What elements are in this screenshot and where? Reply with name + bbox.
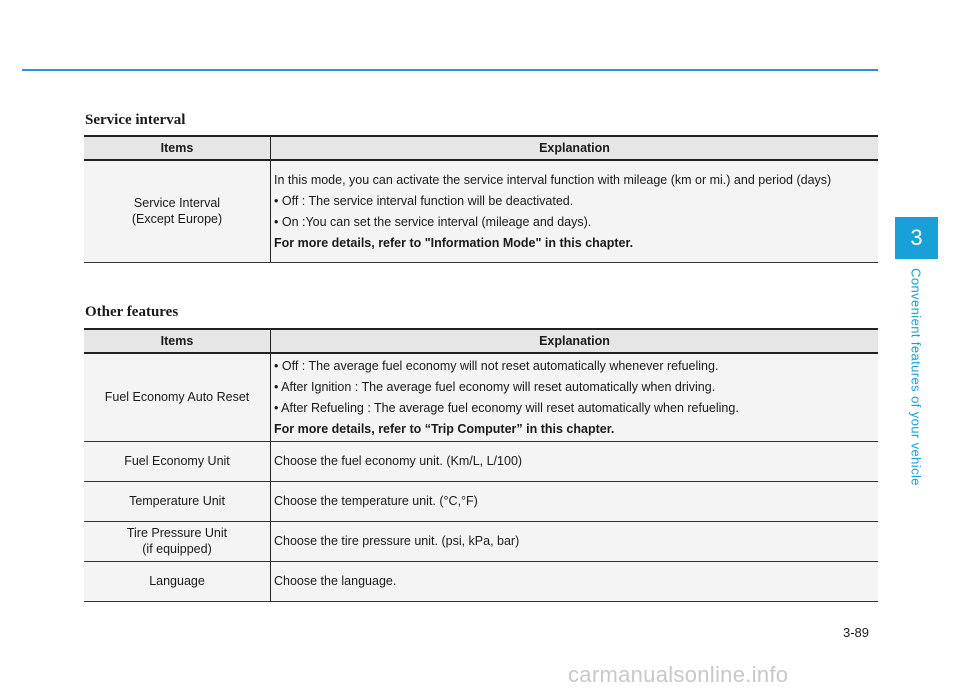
table-header-row: [84, 136, 878, 160]
item-label-sub: (Except Europe): [131, 212, 223, 227]
chapter-number: 3: [910, 225, 923, 250]
table-header-row: [84, 329, 878, 353]
other-features-table: [84, 328, 878, 602]
item-cell: [84, 353, 271, 441]
service-interval-table: [84, 135, 878, 263]
explanation-cell: [271, 561, 879, 601]
explanation-line: • Off : The average fuel economy will not reset automatically whenever refueling.: [274, 358, 719, 373]
item-cell: [84, 481, 271, 521]
explanation-cell: [271, 441, 879, 481]
item-label: Service Interval: [133, 196, 221, 211]
explanation-cell: [271, 521, 879, 561]
table-row: [84, 481, 878, 521]
explanation-line: • Off : The service interval function will be deactivated.: [274, 193, 574, 208]
chapter-tab: [895, 217, 938, 259]
section-title-service-interval: Service interval: [85, 112, 186, 128]
item-cell: [84, 160, 271, 262]
explanation-reference: For more details, refer to "Information Mode" in this chapter.: [274, 235, 634, 250]
table-row: [84, 521, 878, 561]
explanation-reference: For more details, refer to “Trip Computer” in this chapter.: [274, 421, 615, 436]
item-label-sub: (if equipped): [142, 542, 212, 556]
table-row: [84, 160, 878, 262]
item-cell: [84, 561, 271, 601]
item-label: Fuel Economy Unit: [124, 454, 230, 468]
table-row: [84, 561, 878, 601]
item-label: Language: [149, 574, 205, 588]
explanation-line: Choose the fuel economy unit. (Km/L, L/100): [274, 454, 523, 468]
item-label: Fuel Economy Auto Reset: [104, 390, 250, 405]
explanation-line: • After Ignition : The average fuel economy will reset automatically when driving.: [274, 379, 716, 394]
explanation-line: In this mode, you can activate the service interval function with mileage (km or mi.) and period (days): [274, 172, 832, 187]
section-title-other-features: Other features: [85, 304, 179, 320]
table-row: [84, 441, 878, 481]
column-header-items: Items: [84, 136, 271, 160]
explanation-line: Choose the tire pressure unit. (psi, kPa, bar): [274, 534, 520, 548]
header-rule: [22, 69, 878, 71]
explanation-line: • On :You can set the service interval (mileage and days).: [274, 214, 592, 229]
explanation-line: • After Refueling : The average fuel economy will reset automatically when refueling.: [274, 400, 739, 415]
explanation-line: Choose the temperature unit. (°C,°F): [274, 494, 478, 508]
column-header-explanation: Explanation: [271, 136, 879, 160]
explanation-cell: [271, 160, 879, 262]
explanation-line: Choose the language.: [274, 574, 397, 588]
explanation-cell: [271, 481, 879, 521]
page-number: 3-89: [843, 625, 870, 640]
item-label: Temperature Unit: [129, 494, 225, 508]
column-header-explanation: Explanation: [271, 329, 879, 353]
explanation-cell: [271, 353, 879, 441]
chapter-label: Convenient features of your vehicle: [908, 268, 924, 486]
item-cell: [84, 441, 271, 481]
watermark: carmanualsonline.info: [568, 662, 789, 687]
item-label: Tire Pressure Unit: [126, 526, 228, 540]
item-cell: [84, 521, 271, 561]
column-header-items: Items: [84, 329, 271, 353]
table-row: [84, 353, 878, 441]
